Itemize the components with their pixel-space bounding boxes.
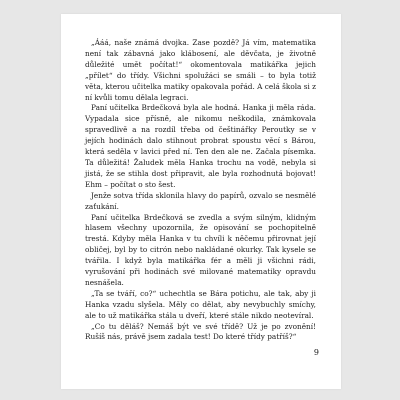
paragraph-1: „Ááá, naše známá dvojka. Zase pozdě? Já vím, matematika není tak zábavná jako klábosení, ale děvčata, je životně důležité umět počítat!“ okomentovala matikářka jejich „přílet“ do třídy. Všichni spolužáci se smáli – to byla totiž věta, kterou učitelka matiky opakovala pořád. A celá škola si z ní kvůli tomu dělala legraci. — [85, 38, 316, 102]
book-page — [61, 14, 341, 389]
paragraph-5: „Ta se tváří, co?“ uchechtla se Bára potichu, ale tak, aby ji Hanka vzadu slyšela. Měly co dělat, aby nevybuchly smíchy, ale to už matikářka stála u dveří, které stále nikdo neotevíral. — [85, 288, 316, 320]
paragraph-3: Jenže sotva třída sklonila hlavy do papírů, ozvalo se nesmělé zaťukání. — [85, 190, 316, 211]
paragraph-4: Paní učitelka Brdečková se zvedla a svým silným, klidným hlasem všechny upozornila, že opisování se pochopitelně trestá. Kdyby měla Hanka v tu chvíli k něčemu přirovnat její obličej, byl by to citrón nebo nakládané okurky. Tak kysele se tvářila. I když byla matikářka fér a měli ji všichni rádi, vyrušování při hodinách své milované matematiky opravdu nesnášela. — [85, 212, 316, 287]
paragraph-6: „Co tu děláš? Nemáš být ve své třídě? Už je po zvonění! Rušíš nás, právě jsem zadala test! Do které třídy patříš?“ — [85, 321, 316, 342]
page-text — [85, 38, 316, 343]
page-number: 9 — [313, 348, 319, 357]
paragraph-2: Paní učitelka Brdečková byla ale hodná. Hanka ji měla ráda. Vypadala sice přísně, ale nikomu neškodila, známkovala spravedlivě a na rozdíl třeba od češtinářky Peroutky se v jejích hodinách dalo stihnout probrat spoustu věcí s Bárou, která seděla v lavici před ní. Ten den ale ne. Začala písemka. Ta důležitá! Žaludek měla Hanka trochu na vodě, nebyla si jistá, že se stihla dost připravit, ale byla rozhodnutá bojovat! Ehm – počítat o sto šest. — [85, 103, 316, 189]
